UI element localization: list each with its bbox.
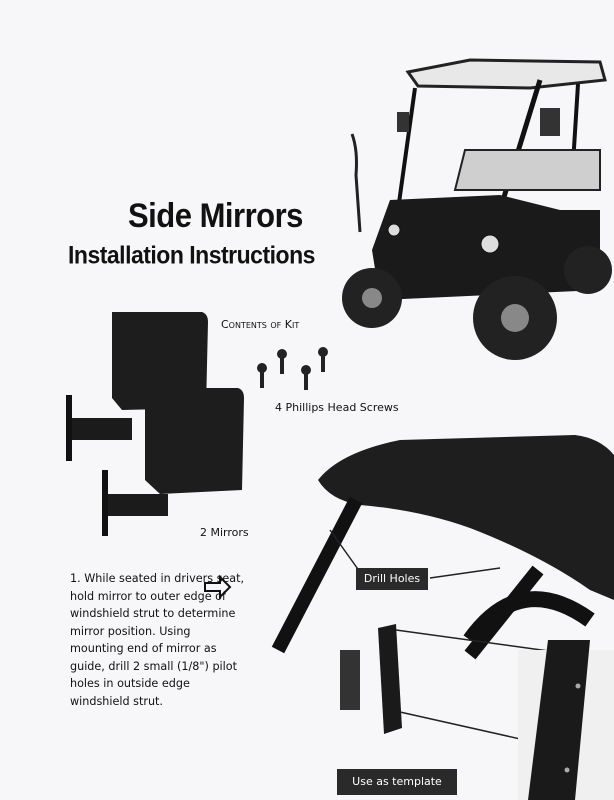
- mirrors-image: [66, 312, 244, 536]
- golf-cart-image: [342, 60, 612, 360]
- strut-piece-image: [352, 134, 360, 232]
- page-subtitle: Installation Instructions: [68, 240, 315, 270]
- use-as-template-callout: Use as template: [337, 769, 457, 795]
- contents-of-kit-label: Contents of Kit: [221, 318, 300, 331]
- page-title: Side Mirrors: [128, 196, 303, 235]
- windshield-diagram-image: [278, 435, 614, 800]
- screws-image: [257, 347, 328, 390]
- mirrors-label: 2 Mirrors: [200, 526, 249, 539]
- screws-label: 4 Phillips Head Screws: [275, 401, 399, 414]
- step-1-instructions: 1. While seated in drivers seat, hold mirror to outer edge of windshield strut to determine mirror position. Using mounting end of mirror as guide, drill 2 small (1/8") pilot holes in outside edge windshield strut.: [70, 572, 245, 708]
- drill-holes-callout: Drill Holes: [356, 568, 428, 590]
